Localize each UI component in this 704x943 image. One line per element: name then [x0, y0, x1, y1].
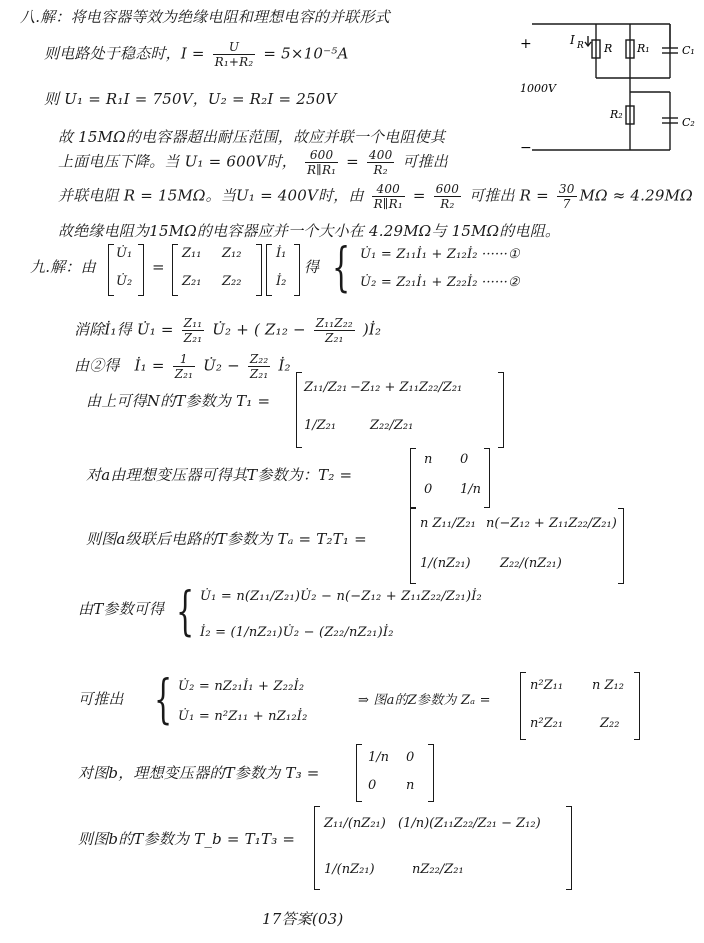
t1-d: Z₂₂/Z₂₁ [370, 418, 414, 433]
circuit-ir: I [570, 33, 575, 47]
bracket [634, 672, 640, 740]
p8-line-7: 故绝缘电阻为15MΩ的电容器应并一个大小在 4.29MΩ与 15MΩ的电阻。 [58, 222, 561, 240]
ta-a: n Z₁₁/Z₂₁ [420, 516, 476, 531]
bracket [172, 244, 178, 296]
elim-line: 消除İ₁得 U̇₁ = $\frac{\text{Z₁₁}}{\text{Z₂₁}}$ U̇₂ + ( Z₁₂ − $\frac{\text{Z₁₁Z₂₂}}{\text{Z₂₁}}$ )İ₂ [74, 316, 382, 345]
circuit-plus: + [520, 36, 532, 52]
deduce-eq-1: U̇₂ = nZ₂₁İ₁ + Z₂₂İ₂ [178, 679, 305, 694]
bracket [138, 244, 144, 296]
bracket [256, 244, 262, 296]
z12: Z₁₂ [222, 246, 242, 261]
deduce-eq-2: U̇₁ = n²Z₁₁ + nZ₁₂İ₂ [178, 709, 308, 724]
t3-c: 0 [368, 778, 377, 793]
z11: Z₁₁ [182, 246, 202, 261]
p8-line-4: 故 15MΩ的电容器超出耐压范围，故应并联一个电阻使其 [58, 128, 446, 146]
vec-u2: U̇₂ [116, 274, 133, 289]
t2-a: n [424, 452, 433, 467]
bracket [108, 244, 114, 296]
tparam-label: 由T参数可得 [78, 600, 165, 618]
eq-1: U̇₁ = Z₁₁İ₁ + Z₁₂İ₂ ······① [360, 247, 520, 262]
de-text: 得 [304, 258, 320, 276]
circuit-minus: − [520, 140, 532, 156]
bracket [266, 244, 272, 296]
brace: { [332, 238, 351, 298]
t3-a: 1/n [368, 750, 390, 765]
t2-b: 0 [460, 452, 469, 467]
za-c: n²Z₂₁ [530, 716, 564, 731]
tb-c: 1/(nZ₂₁) [324, 862, 375, 877]
bracket [296, 372, 302, 448]
bracket [498, 372, 504, 448]
p8-line-5: 上面电压下降。当 U₁ = 600V时， $\frac{600}{\text{R∥R₁}}$ = $\frac{400}{\text{R₂}}$ 可推出 [58, 148, 449, 177]
t3-label: 对图b，理想变压器的T参数为 T₃ = [78, 764, 320, 782]
t1-b: −Z₁₂ + Z₁₁Z₂₂/Z₂₁ [350, 380, 463, 395]
circuit-diagram [510, 10, 700, 160]
ta-d: Z₂₂/(nZ₂₁) [500, 556, 562, 571]
z22: Z₂₂ [222, 274, 242, 289]
t1-a: Z₁₁/Z₂₁ [304, 380, 348, 395]
page-footer: 17答案(03) [262, 910, 344, 928]
p8-line-1: 八.解：将电容器等效为绝缘电阻和理想电容的并联形式 [20, 8, 390, 26]
t2-label: 对a由理想变压器可得其T参数为：T₂ = [86, 466, 353, 484]
t2-d: 1/n [460, 482, 482, 497]
bracket [314, 806, 320, 890]
za-d: Z₂₂ [600, 716, 620, 731]
brace: { [176, 582, 195, 642]
eq-2: U̇₂ = Z₂₁İ₁ + Z₂₂İ₂ ······② [360, 275, 520, 290]
brace: { [154, 670, 173, 730]
tb-label: 则图b的T参数为 T_b = T₁T₃ = [78, 830, 296, 848]
t2-c: 0 [424, 482, 433, 497]
bracket [520, 672, 526, 740]
tb-a: Z₁₁/(nZ₂₁) [324, 816, 386, 831]
p8-line-3: 则 U₁ = R₁I = 750V，U₂ = R₂I = 250V [44, 90, 337, 108]
vec-u1: U̇₁ [116, 246, 133, 261]
ta-c: 1/(nZ₂₁) [420, 556, 471, 571]
circuit-r1: R₁ [637, 42, 650, 55]
vec-i2: İ₂ [276, 274, 287, 289]
bracket [410, 508, 416, 584]
bracket [294, 244, 300, 296]
ta-b: n(−Z₁₂ + Z₁₁Z₂₂/Z₂₁) [486, 516, 617, 531]
circuit-r: R [604, 42, 613, 55]
t1-label: 由上可得N的T参数为 T₁ = [86, 392, 271, 410]
t3-b: 0 [406, 750, 415, 765]
p8-line-6: 并联电阻 R = 15MΩ。当U₁ = 400V时，由 $\frac{400}{\text{R∥R₁}}$ = $\frac{600}{\text{R₂}}$ 可推出 R = $\frac{30}{7}$ MΩ ≈ 4.29MΩ [58, 182, 693, 211]
bracket [618, 508, 624, 584]
tparam-eq-1: U̇₁ = n(Z₁₁/Z₂₁)U̇₂ − n(−Z₁₂ + Z₁₁Z₂₂/Z₂₁)İ₂ [200, 589, 482, 604]
za-label: ⇒ 图a的Z参数为 Zₐ = [358, 693, 491, 708]
bracket [356, 744, 362, 802]
bracket [484, 448, 490, 508]
bracket [566, 806, 572, 890]
za-b: n Z₁₂ [592, 678, 624, 693]
vec-i1: İ₁ [276, 246, 287, 261]
deduce-label: 可推出 [78, 690, 124, 708]
from2-line: 由②得 İ₁ = $\frac{1}{\text{Z₂₁}}$ U̇₂ − $\frac{\text{Z₂₂}}{\text{Z₂₁}}$ İ₂ [74, 352, 291, 381]
bracket [410, 448, 416, 508]
p9-intro: 九.解：由 [30, 258, 96, 276]
circuit-voltage: 1000V [520, 82, 556, 95]
equals-sign: = [152, 258, 165, 276]
t3-d: n [406, 778, 415, 793]
circuit-c2: C₂ [682, 116, 695, 129]
circuit-r2: R₂ [610, 108, 623, 121]
p8-line-2: 则电路处于稳态时，I = $\frac{U}{\text{R₁+R₂}}$ = 5×10⁻⁵A [44, 40, 349, 69]
circuit-c1: C₁ [682, 44, 695, 57]
bracket [428, 744, 434, 802]
tparam-eq-2: İ₂ = (1/nZ₂₁)U̇₂ − (Z₂₂/nZ₂₁)İ₂ [200, 625, 394, 640]
za-a: n²Z₁₁ [530, 678, 564, 693]
circuit-ir-sub: R [577, 41, 584, 51]
tb-b: (1/n)(Z₁₁Z₂₂/Z₂₁ − Z₁₂) [398, 816, 541, 831]
ta-label: 则图a级联后电路的T参数为 Tₐ = T₂T₁ = [86, 530, 367, 548]
tb-d: nZ₂₂/Z₂₁ [412, 862, 464, 877]
z21: Z₂₁ [182, 274, 202, 289]
t1-c: 1/Z₂₁ [304, 418, 337, 433]
